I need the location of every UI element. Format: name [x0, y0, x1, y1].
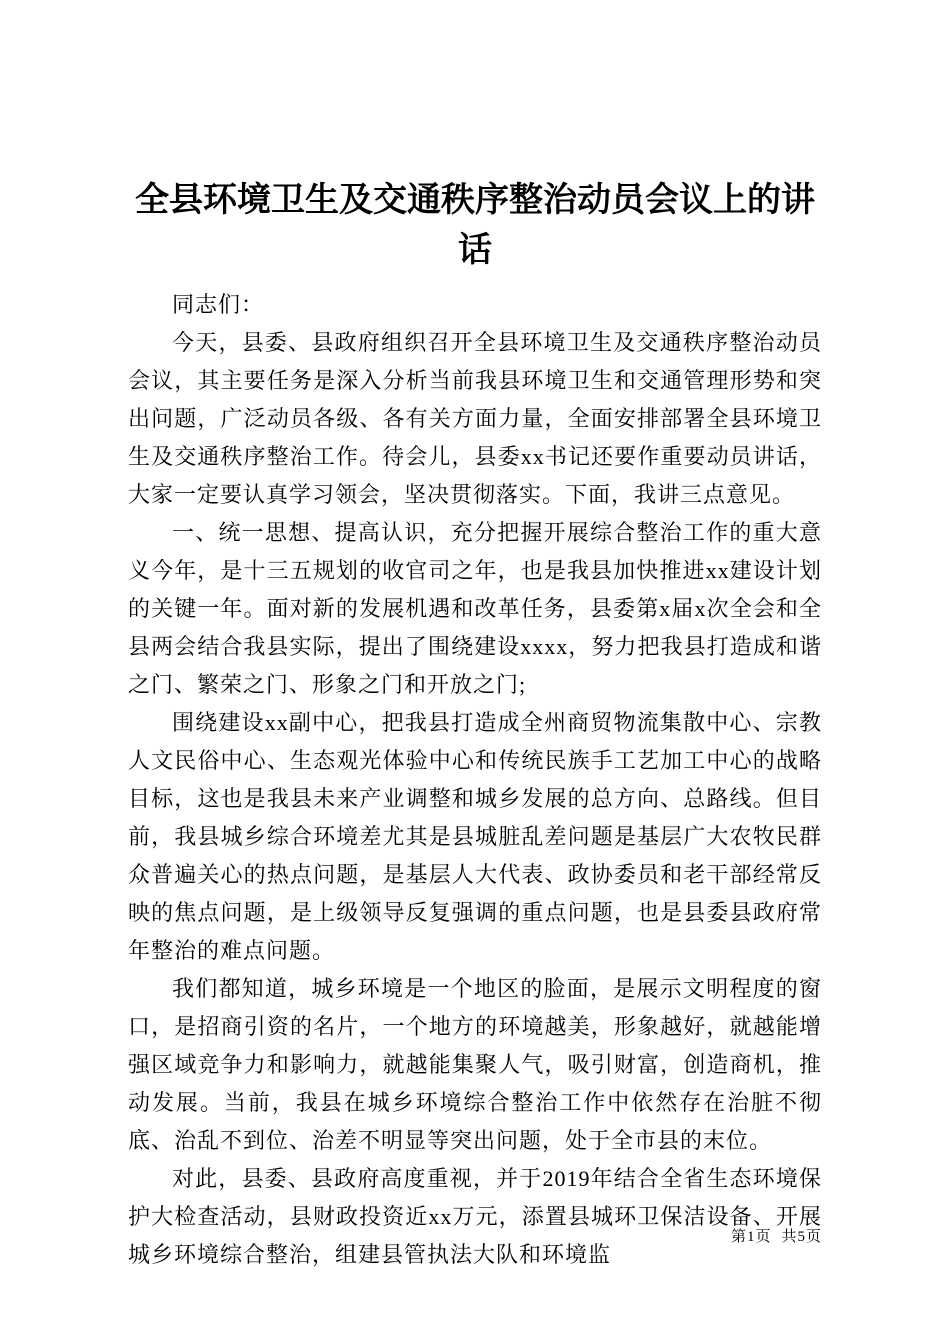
total-pages-label: 共5页	[781, 1229, 822, 1245]
paragraph: 我们都知道，城乡环境是一个地区的脸面，是展示文明程度的窗口，是招商引资的名片，一个地方的环境越美，形象越好，就越能增强区域竞争力和影响力，就越能集聚人气，吸引财富，创造商机，推动发展。当前，我县在城乡环境综合整治工作中依然存在治脏不彻底、治乱不到位、治差不明显等突出问题，处于全市县的末位。	[128, 976, 822, 1153]
page-footer	[731, 1225, 822, 1246]
document-body	[128, 286, 822, 1274]
page-number-label: 第1页	[730, 1229, 772, 1245]
paragraph: 对此，县委、县政府高度重视，并于2019年结合全省生态环境保护大检查活动，县财政投资近xx万元，添置县城环卫保洁设备、开展城乡环境综合整治，组建县管执法大队和环境监	[128, 1166, 822, 1267]
paragraph: 今天，县委、县政府组织召开全县环境卫生及交通秩序整治动员会议，其主要任务是深入分析当前我县环境卫生和交通管理形势和突出问题，广泛动员各级、各有关方面力量，全面安排部署全县环境卫生及交通秩序整治工作。待会儿，县委xx书记还要作重要动员讲话，大家一定要认真学习领会，坚决贯彻落实。下面，我讲三点意见。	[128, 330, 822, 507]
document-title: 全县环境卫生及交通秩序整治动员会议上的讲话	[135, 182, 815, 269]
paragraph: 围绕建设xx副中心，把我县打造成全州商贸物流集散中心、宗教人文民俗中心、生态观光体验中心和传统民族手工艺加工中心的战略目标，这也是我县未来产业调整和城乡发展的总方向、总路线。但目前，我县城乡综合环境差尤其是县城脏乱差问题是基层广大农牧民群众普遍关心的热点问题，是基层人大代表、政协委员和老干部经常反映的焦点问题，是上级领导反复强调的重点问题，也是县委县政府常年整治的难点问题。	[128, 710, 822, 963]
paragraph: 一、统一思想、提高认识，充分把握开展综合整治工作的重大意义今年，是十三五规划的收官司之年，也是我县加快推进xx建设计划的关键一年。面对新的发展机遇和改革任务，县委第x届x次全会和全县两会结合我县实际，提出了围绕建设xxxx，努力把我县打造成和谐之门、繁荣之门、形象之门和开放之门;	[128, 520, 822, 697]
paragraph-salutation: 同志们：	[172, 292, 265, 317]
